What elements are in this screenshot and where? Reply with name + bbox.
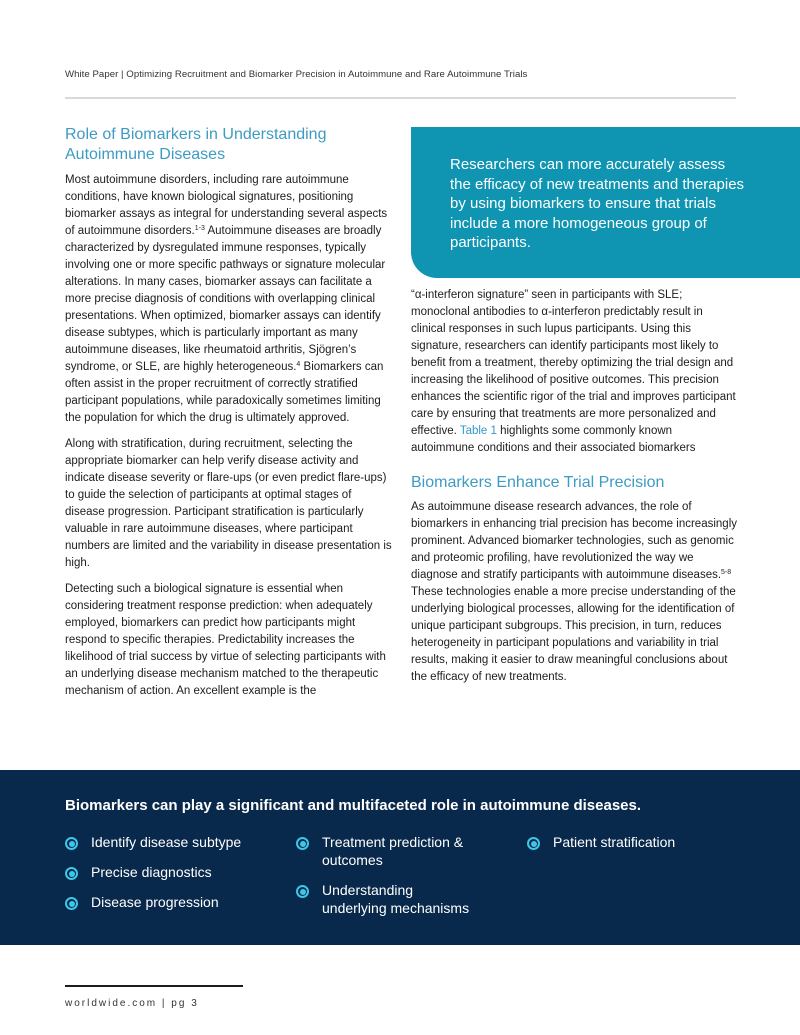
left-paragraph-1 [65, 172, 392, 427]
running-header: White Paper | Optimizing Recruitment and Biomarker Precision in Autoimmune and Rare Autoimmune Trials [65, 69, 528, 80]
right-column [411, 287, 738, 695]
pull-quote-callout [411, 127, 800, 278]
band-column-1 [65, 833, 280, 923]
left-paragraph-3: Detecting such a biological signature is essential when considering treatment response prediction: when adequately employed, biomarkers can predict how participants might respond to specific therapies. Predictability increases the likelihood of trial success by virtue of selecting participants with an underlying disease mechanism matched to the therapeutic mechanism of action. An excellent example is the [65, 583, 386, 697]
bullet-icon [296, 885, 309, 898]
pull-quote-text: Researchers can more accurately assess the efficacy of new treatments and therapies by using biomarkers to ensure that trials include a more homogeneous group of participants. [450, 156, 745, 252]
left-p1-text-b: Autoimmune diseases are broadly characterized by dysregulated immune responses, typically involving one or more specific pathways or signature molecular alterations. In many cases, biomarker assays can facilitate a more precise diagnosis of conditions with overlapping clinical presentations. When optimized, biomarker assays can identify disease subtypes, which is particularly important as many autoimmune diseases, like rheumatoid arthritis, Sjögren’s syndrome, or SLE, are highly heterogeneous. [65, 225, 386, 373]
list-item [296, 833, 476, 869]
citation-1-3: 1-3 [194, 225, 205, 232]
roles-summary-band [0, 770, 800, 945]
left-column [65, 125, 392, 709]
bullet-icon [527, 837, 540, 850]
list-item [65, 863, 280, 881]
section-heading-trial-precision: Biomarkers Enhance Trial Precision [411, 474, 665, 491]
footer-divider [65, 985, 243, 987]
right-p1-text-b: highlights some commonly known autoimmune conditions and their associated biomarkers [411, 425, 696, 454]
citation-4: 4 [296, 361, 301, 368]
list-item-label: Disease progression [91, 894, 219, 910]
bullet-icon [65, 837, 78, 850]
table-1-link[interactable]: Table 1 [459, 425, 497, 437]
left-p1-text-c: Biomarkers can often assist in the proper recruitment of correctly stratified participant populations, while paradoxically sometimes limiting the population for which the drug is ultimately approved. [65, 361, 384, 424]
list-item-label: Treatment prediction & outcomes [322, 834, 464, 868]
citation-5-8: 5-8 [721, 569, 732, 576]
list-item-label: Identify disease subtype [91, 834, 242, 850]
list-item-label: Patient stratification [553, 834, 676, 850]
right-p2-text-b: These technologies enable a more precise understanding of the underlying biological processes, allowing for the identification of unique participant subgroups. This precision, in turn, reduces heterogeneity in participant populations and variability in trial results, making it easier to draw meaningful conclusions about the efficacy of new treatments. [411, 586, 736, 683]
list-item [65, 893, 280, 911]
list-item-label: Understanding underlying mechanisms [322, 882, 470, 916]
bullet-icon [65, 867, 78, 880]
list-item [296, 881, 481, 917]
bullet-icon [65, 897, 78, 910]
list-item [65, 833, 280, 851]
band-column-3 [527, 833, 747, 863]
section-heading-role-of-biomarkers: Role of Biomarkers in Understanding Autoimmune Diseases [65, 126, 327, 163]
right-paragraph-2 [411, 499, 738, 686]
band-title: Biomarkers can play a significant and multifaceted role in autoimmune diseases. [65, 797, 642, 814]
bullet-icon [296, 837, 309, 850]
page-footer: worldwide.com | pg 3 [65, 998, 199, 1009]
header-divider [65, 97, 736, 99]
right-paragraph-1 [411, 287, 738, 457]
list-item-label: Precise diagnostics [91, 864, 212, 880]
right-p1-text-a: “α-interferon signature” seen in participants with SLE; monoclonal antibodies to α-interferon predictably result in clinical responses in such lupus participants. Using this signature, researchers can identify participants most likely to benefit from a treatment, thereby optimizing the trial design and increasing the likelihood of positive outcomes. This precision enhances the scientific rigor of the trial and improves participant care by ensuring that treatments are more personalized and effective. [411, 289, 736, 437]
left-p1-text-a: Most autoimmune disorders, including rare autoimmune conditions, have known biological signatures, positioning biomarker assays as integral for understanding several aspects of autoimmune disorders. [65, 174, 388, 237]
list-item [527, 833, 747, 851]
band-column-2 [296, 833, 496, 929]
right-p2-text-a: As autoimmune disease research advances, the role of biomarkers in enhancing trial precision has become increasingly prominent. Advanced biomarker technologies, such as genomic and proteomic profiling, have revolutionized the way we diagnose and stratify participants with autoimmune diseases. [411, 501, 737, 581]
left-paragraph-2: Along with stratification, during recruitment, selecting the appropriate biomarker can help verify disease activity and indicate disease severity or flare-ups (or even predict flare-ups) to guide the selection of participants at optimal stages of disease progression. Participant stratification is particularly valuable in rare autoimmune diseases, where participant numbers are limited and the variability in disease presentation is high. [65, 438, 392, 569]
